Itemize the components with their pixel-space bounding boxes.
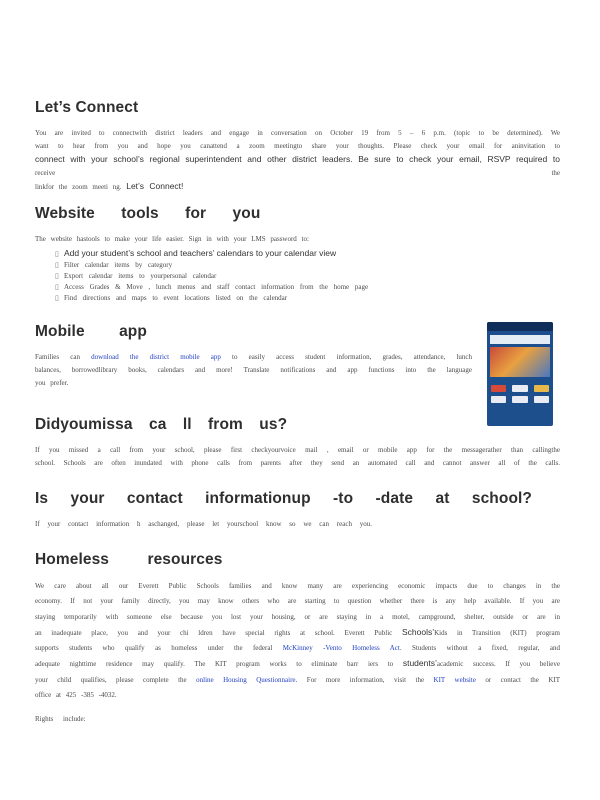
website-tools-intro-text: The website hastools to make your life easier. Sign in with your LMS password to:: [35, 235, 309, 243]
homeless-resources-heading: Homeless resources: [35, 551, 223, 568]
kit-website-link[interactable]: KIT website: [433, 675, 476, 684]
lets-connect-line-4: [35, 180, 560, 194]
missed-call-paragraph: [35, 444, 560, 470]
mckinney-vento-link[interactable]: McKinney -Vento Homeless Act: [282, 644, 400, 653]
website-tools-heading: Website tools for you: [35, 205, 261, 222]
contact-info-line-1: If your contact information h aschanged, please let yourschool know so we can reach you.: [35, 520, 372, 528]
lets-connect-line-1: You are invited to connectwith district leaders and engage in conversation on October 19 from 5 – 6 p.m. (topic to be determined). We: [35, 129, 560, 137]
lets-connect-paragraph: [35, 127, 560, 194]
homeless-line-4: an inadequate place, you and your chi ldren have special rights at school. Everett Public Schools’Kids in Transition (KIT) program: [35, 626, 561, 637]
lets-connect-line-2: want to hear from you and hope you canattend a zoom meetingto share your thoughts. Please check your email for aninvitation to: [35, 142, 560, 150]
mobile-app-screenshot: [487, 322, 553, 426]
lets-connect-heading: Let’s Connect: [35, 99, 139, 116]
bullet-icon: ▯: [55, 261, 59, 269]
missed-call-line-1: If you missed a call from your school, please first checkyourvoice mail , email or mobile app for the messagerather than callingthe: [35, 446, 560, 454]
homeless-line-2: economy. If not your family directly, you may know others who are starting to question whether there is any help available. If you are: [35, 597, 560, 606]
website-tools-item: ▯ Add your student’s school and teachers’ calendars to your calendar view: [55, 248, 337, 258]
website-tools-item: ▯ Export calendar items to yourpersonal calendar: [55, 272, 217, 280]
missed-call-heading: Didyoumissa ca ll from us?: [35, 416, 288, 433]
housing-questionnaire-link[interactable]: online Housing Questionnaire: [196, 675, 296, 684]
lets-connect-callout: Let’s Connect!: [126, 181, 184, 191]
mobile-app-line-1: Families can download the district mobile app to easily access student information, grades, attendance, lunch: [35, 353, 473, 361]
homeless-line-6: adequate nighttime residence may qualify. The KIT program works to eliminate barr iers to students’academic success. If you believe: [35, 658, 561, 669]
rights-include-paragraph: [35, 713, 560, 726]
contact-info-heading: Is your contact informationup -to -date at school?: [35, 490, 532, 507]
lets-connect-line-3-tail: receive the: [35, 169, 560, 177]
homeless-line-8: office at 425 -385 -4032.: [35, 691, 117, 700]
lets-connect-line-4-text: linkfor the zoom meeti ng.: [35, 183, 122, 191]
rights-include-label: Rights include:: [35, 715, 86, 723]
bullet-icon: ▯: [55, 294, 59, 302]
lets-connect-line-3-emphasis: connect with your school’s regional superintendent and other district leaders. Be sure to check your email, RSVP required to: [35, 154, 560, 164]
homeless-line-3: staying temporarily with someone else because you lost your housing, or are staying in a motel, campground, shelter, outside or are in: [35, 612, 560, 621]
mobile-app-line-3: you prefer.: [35, 379, 69, 387]
mobile-app-paragraph: [35, 351, 472, 390]
download-app-link[interactable]: download the district mobile app: [91, 353, 221, 361]
bullet-icon: ▯: [55, 250, 59, 258]
contact-info-paragraph: [35, 518, 372, 531]
website-tools-list: [55, 248, 368, 304]
homeless-line-5: supports students who qualify as homeless under the federal McKinney -Vento Homeless Act. Students without a fixed, regular, and: [35, 644, 561, 653]
lets-connect-line-3: [35, 153, 560, 180]
homeless-line-1: We care about all our Everett Public Schools families and know many are experiencing economic impacts due to changes in the: [35, 582, 560, 590]
website-tools-item: ▯ Find directions and maps to event locations listed on the calendar: [55, 294, 288, 302]
website-tools-item: ▯ Filter calendar items by category: [55, 261, 173, 269]
mobile-app-line-2: balances, borrowedlibrary books, calendars and more! Translate notifications and app functions into the language: [35, 366, 472, 374]
website-tools-intro: [35, 233, 430, 246]
website-tools-item: ▯ Access Grades & Move , lunch menus and staff contact information from the home page: [55, 283, 369, 291]
bullet-icon: ▯: [55, 272, 59, 280]
bullet-icon: ▯: [55, 283, 59, 291]
missed-call-line-2: school. Schools are often inundated with phone calls from parents after they send an automated call and cannot answer all of the calls.: [35, 459, 560, 467]
mobile-app-heading: Mobile app: [35, 323, 147, 340]
homeless-resources-paragraph: [35, 579, 560, 703]
homeless-line-7: your child qualifies, please complete the online Housing Questionnaire. For more information, visit the KIT website or contact the KIT: [35, 675, 561, 684]
